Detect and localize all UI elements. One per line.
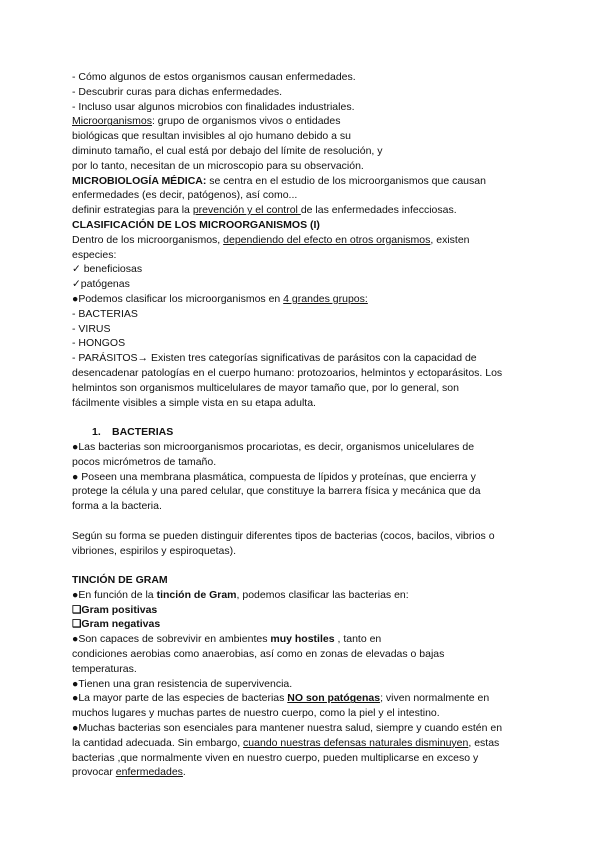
list-item: - HONGOS	[72, 337, 126, 350]
paragraph-line: la cantidad adecuada. Sin embargo, cuando nuestras defensas naturales disminuyen, estas	[72, 736, 500, 749]
microbiologia-medica: MICROBIOLOGÍA MÉDICA: se centra en el estudio de los microorganismos que causan	[72, 174, 486, 187]
bullet-line: ●Las bacterias son microorganismos procariotas, es decir, organismos unicelulares de	[72, 440, 475, 453]
check-item-patogenas: ✓patógenas	[72, 278, 130, 291]
gram-positivas-item: ❑Gram positivas	[72, 603, 158, 616]
definition-line: biológicas que resultan invisibles al ojo humano debido a su	[72, 130, 352, 143]
term-microorganismos: Microorganismos	[72, 115, 152, 128]
gram-negativas-item: ❑Gram negativas	[72, 618, 161, 631]
intro-line: - Descubrir curas para dichas enfermedades.	[72, 85, 283, 98]
paragraph-line: provocar enfermedades.	[72, 766, 186, 779]
paragraph-line: muchos lugares y muchas partes de nuestro cuerpo, como la piel y el intestino.	[72, 707, 440, 720]
definition-line: diminuto tamaño, el cual está por debajo del límite de resolución, y	[72, 144, 383, 157]
bullet-line: ●Tienen una gran resistencia de supervivencia.	[72, 677, 293, 690]
paragraph-line: fácilmente visibles a simple vista en su etapa adulta.	[72, 396, 316, 409]
intro-line: - Incluso usar algunos microbios con finalidades industriales.	[72, 100, 355, 113]
paragraph-line: forma a la bacteria.	[72, 500, 162, 513]
paragraph-line: temperaturas.	[72, 662, 137, 675]
section-heading-bacterias: 1. BACTERIAS	[92, 426, 174, 439]
paragraph-line: desencadenar patologías en el cuerpo humano: protozoarios, helmintos y ectoparásitos. Los	[72, 366, 503, 379]
paragraph-line: condiciones aerobias como anaerobias, así como en zonas de elevadas o bajas	[72, 648, 445, 661]
list-item: - VIRUS	[72, 322, 111, 335]
paragraph-line: pocos micrómetros de tamaño.	[72, 455, 217, 468]
intro-line: - Cómo algunos de estos organismos causan enfermedades.	[72, 71, 356, 83]
bullet-line: ●La mayor parte de las especies de bacterias NO son patógenas; viven normalmente en	[72, 692, 490, 705]
paragraph-line: helmintos son organismos multicelulares de mayor tamaño que, por lo general, son	[72, 381, 459, 394]
document-page	[72, 70, 532, 780]
bullet-line: ● Poseen una membrana plasmática, compuesta de lípidos y proteínas, que encierra y	[72, 470, 476, 483]
list-item: - BACTERIAS	[72, 307, 138, 320]
section-heading-clasificacion: CLASIFICACIÓN DE LOS MICROORGANISMOS (I)	[72, 218, 320, 231]
list-item: - PARÁSITOS→ Existen tres categorías significativas de parásitos con la capacidad de	[72, 352, 477, 365]
section-heading-tincion: TINCIÓN DE GRAM	[72, 574, 168, 587]
definition-line: definir estrategias para la prevención y el control de las enfermedades infecciosas.	[72, 204, 457, 217]
paragraph-line: especies:	[72, 248, 117, 261]
paragraph-line: Según su forma se pueden distinguir diferentes tipos de bacterias (cocos, bacilos, vibrios o	[72, 529, 495, 542]
bullet-line: ●En función de la tinción de Gram, podemos clasificar las bacterias en:	[72, 588, 409, 601]
paragraph-line: Dentro de los microorganismos, dependiendo del efecto en otros organismos, existen	[72, 233, 470, 246]
paragraph-line: protege la célula y una pared celular, que constituye la barrera física y mecánica que da	[72, 485, 481, 498]
bullet-line: ●Podemos clasificar los microorganismos en 4 grandes grupos:	[72, 292, 368, 305]
bullet-line: ●Muchas bacterias son esenciales para mantener nuestra salud, siempre y cuando estén en	[72, 722, 503, 735]
paragraph-line: bacterias ,que normalmente viven en nuestro cuerpo, pueden multiplicarse en exceso y	[72, 751, 479, 764]
check-item-beneficiosas: ✓ beneficiosas	[72, 263, 143, 276]
definition-line: por lo tanto, necesitan de un microscopio para su observación.	[72, 159, 364, 172]
bullet-line: ●Son capaces de sobrevivir en ambientes muy hostiles , tanto en	[72, 633, 382, 646]
definition-line: enfermedades (es decir, patógenos), así como...	[72, 189, 298, 202]
microorganismos-definition: Microorganismos: grupo de organismos vivos o entidades	[72, 115, 341, 128]
paragraph-line: vibriones, espirilos y espiroquetas).	[72, 544, 236, 557]
